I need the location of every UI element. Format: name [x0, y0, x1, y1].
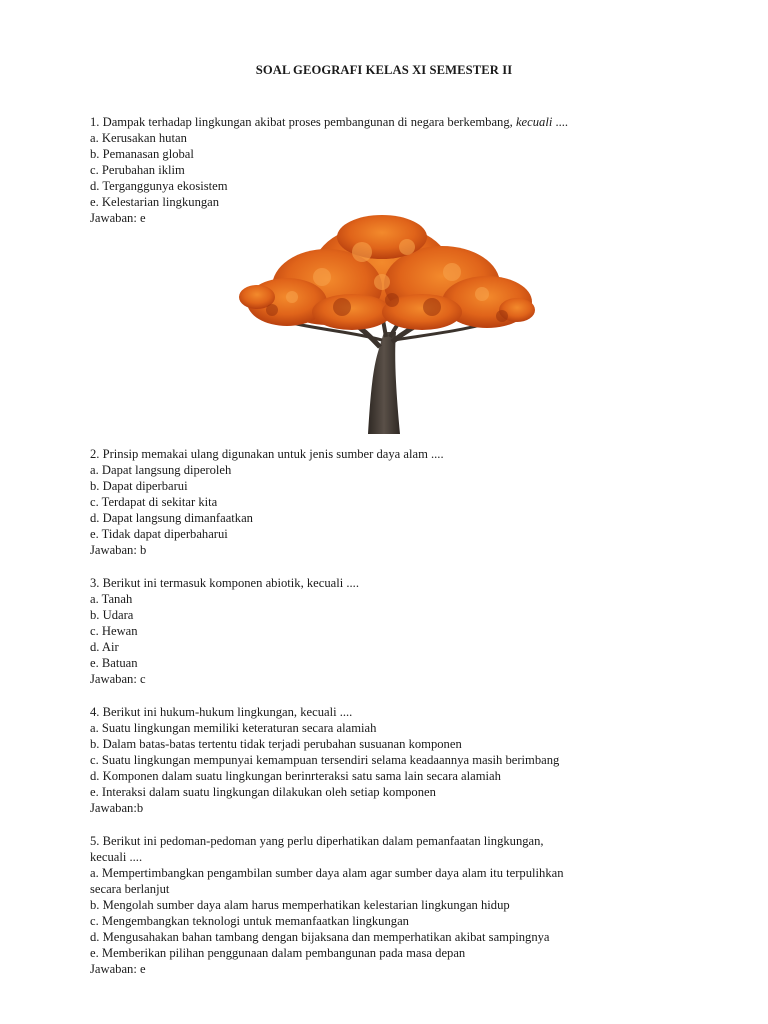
option-a: a. Dapat langsung diperoleh — [90, 463, 232, 477]
option-c: c. Mengembangkan teknologi untuk memanfaatkan lingkungan — [90, 914, 409, 928]
option-d: d. Terganggunya ekosistem — [90, 179, 228, 193]
question-stem: 4. Berikut ini hukum-hukum lingkungan, kecuali .... — [90, 705, 353, 719]
option-b: b. Mengolah sumber daya alam harus memperhatikan kelestarian lingkungan hidup — [90, 898, 510, 912]
option-a: a. Kerusakan hutan — [90, 131, 187, 145]
option-a: a. Mempertimbangkan pengambilan sumber daya alam agar sumber daya alam itu terpulihkan — [90, 866, 564, 880]
option-d: d. Mengusahakan bahan tambang dengan bijaksana dan memperhatikan akibat sampingnya — [90, 930, 550, 944]
page-title: SOAL GEOGRAFI KELAS XI SEMESTER II — [255, 63, 513, 77]
option-b: b. Dalam batas-batas tertentu tidak terjadi perubahan susuanan komponen — [90, 737, 462, 751]
option-a: a. Tanah — [90, 592, 133, 606]
question-stem-continued: kecuali .... — [90, 850, 143, 864]
answer-key: Jawaban: c — [90, 672, 146, 686]
option-e: e. Batuan — [90, 656, 138, 670]
option-a: a. Suatu lingkungan memiliki keteraturan secara alamiah — [90, 721, 377, 735]
question-1 — [90, 114, 690, 226]
question-2 — [90, 446, 690, 558]
emphasis-kecuali: kecuali — [515, 115, 553, 129]
question-stem: 3. Berikut ini termasuk komponen abiotik, kecuali .... — [90, 576, 359, 590]
option-b: b. Dapat diperbarui — [90, 479, 188, 493]
answer-key: Jawaban: b — [90, 543, 147, 557]
option-e: e. Tidak dapat diperbaharui — [90, 527, 228, 541]
answer-key: Jawaban: e — [90, 962, 146, 976]
option-c: c. Suatu lingkungan mempunyai kemampuan tersendiri selama keadaannya masih berimbang — [90, 753, 560, 767]
answer-key: Jawaban:b — [90, 801, 144, 815]
option-d: d. Komponen dalam suatu lingkungan berinrteraksi satu sama lain secara alamiah — [90, 769, 501, 783]
question-3 — [90, 575, 690, 687]
option-e: e. Interaksi dalam suatu lingkungan dilakukan oleh setiap komponen — [90, 785, 436, 799]
option-b: b. Pemanasan global — [90, 147, 194, 161]
option-d: d. Dapat langsung dimanfaatkan — [90, 511, 253, 525]
question-5 — [90, 833, 690, 977]
option-b: b. Udara — [90, 608, 134, 622]
question-stem: 2. Prinsip memakai ulang digunakan untuk jenis sumber daya alam .... — [90, 447, 444, 461]
option-e: e. Kelestarian lingkungan — [90, 195, 220, 209]
option-c: c. Terdapat di sekitar kita — [90, 495, 218, 509]
answer-key: Jawaban: e — [90, 211, 146, 225]
option-a-continued: secara berlanjut — [90, 882, 170, 896]
option-e: e. Memberikan pilihan penggunaan dalam pembangunan pada masa depan — [90, 946, 466, 960]
option-d: d. Air — [90, 640, 119, 654]
question-stem: 1. Dampak terhadap lingkungan akibat proses pembangunan di negara berkembang, kecuali .... — [90, 115, 569, 129]
option-c: c. Hewan — [90, 624, 138, 638]
autumn-tree-image — [232, 212, 538, 434]
question-4 — [90, 704, 690, 816]
option-c: c. Perubahan iklim — [90, 163, 185, 177]
question-stem: 5. Berikut ini pedoman-pedoman yang perlu diperhatikan dalam pemanfaatan lingkungan, — [90, 834, 544, 848]
